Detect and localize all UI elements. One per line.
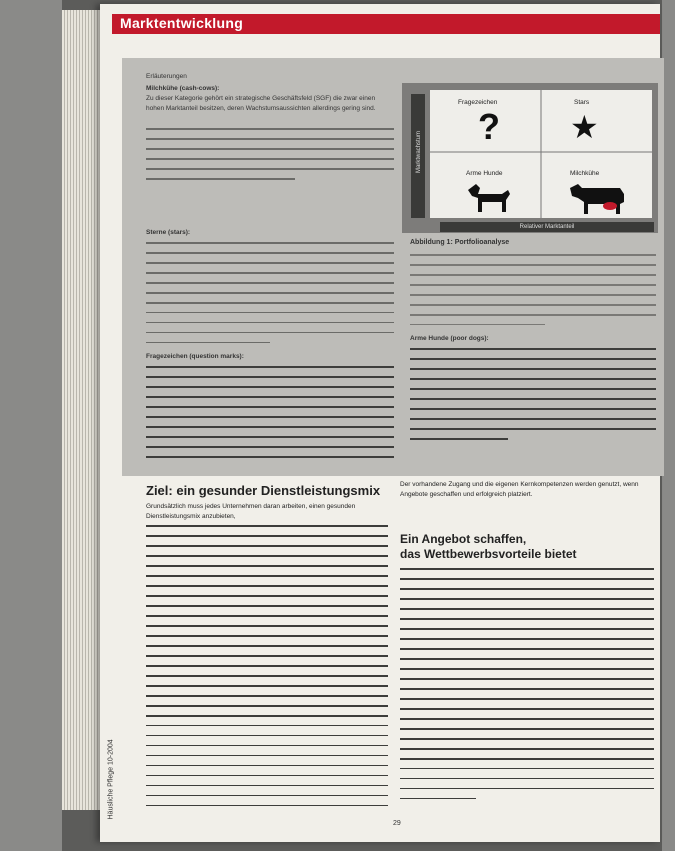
page-number: 29 <box>393 820 401 827</box>
article-subheading-line1: Ein Angebot schaffen, <box>400 532 527 546</box>
box-heading-question-marks: Fragezeichen (question marks): <box>146 353 244 360</box>
article-lead: Grundsätzlich muss jedes Unternehmen daran arbeiten, einen gesunden Dienstleistungsmix anzubieten, <box>146 503 356 520</box>
box-heading-stars: Sterne (stars): <box>146 229 191 236</box>
article-title: Ziel: ein gesunder Dienstleistungsmix <box>146 483 381 498</box>
box-heading-poor-dogs: Arme Hunde (poor dogs): <box>410 335 489 342</box>
poor-dogs-text-lines <box>410 348 656 448</box>
figure-caption: Abbildung 1: Portfolioanalyse <box>410 239 510 246</box>
label-poor-dogs: Arme Hunde <box>466 170 503 177</box>
label-question-marks: Fragezeichen <box>458 99 498 106</box>
label-stars: Stars <box>574 99 590 106</box>
box-text-cash-cows: Zu dieser Kategorie gehört ein strategische Geschäftsfeld (SGF) die zwar einen hohen Marktanteil besitzen, deren Wachstumsaussichten allerdings gering sind. <box>146 95 376 112</box>
article-text-left <box>146 525 388 815</box>
article-right-lead: Der vorhandene Zugang und die eigenen Kernkompetenzen werden genutzt, wenn Angebote geschaffen und erfolgreich platziert. <box>400 481 639 498</box>
star-icon: ★ <box>570 109 599 145</box>
caption-text-lines <box>410 254 656 334</box>
article-text-right <box>400 568 654 808</box>
box-text-lines-2 <box>146 242 394 352</box>
cow-icon <box>566 178 628 216</box>
box-heading-cash-cows: Milchkühe (cash-cows): <box>146 85 220 92</box>
question-mark-icon: ? <box>478 106 500 147</box>
box-text-lines-1 <box>146 128 394 188</box>
box-text-lines-3 <box>146 366 394 466</box>
box-intro: Erläuterungen <box>146 73 187 80</box>
side-publication-label: Häusliche Pflege 10-2004 <box>107 739 115 820</box>
y-axis-label: Marktwachstum <box>411 94 425 218</box>
section-title: Marktentwicklung <box>120 15 244 31</box>
dog-icon <box>462 180 514 216</box>
x-axis-label: Relativer Marktanteil <box>440 222 654 232</box>
label-cash-cows: Milchkühe <box>570 170 600 177</box>
article-subheading-line2: das Wettbewerbsvorteile bietet <box>400 547 577 561</box>
